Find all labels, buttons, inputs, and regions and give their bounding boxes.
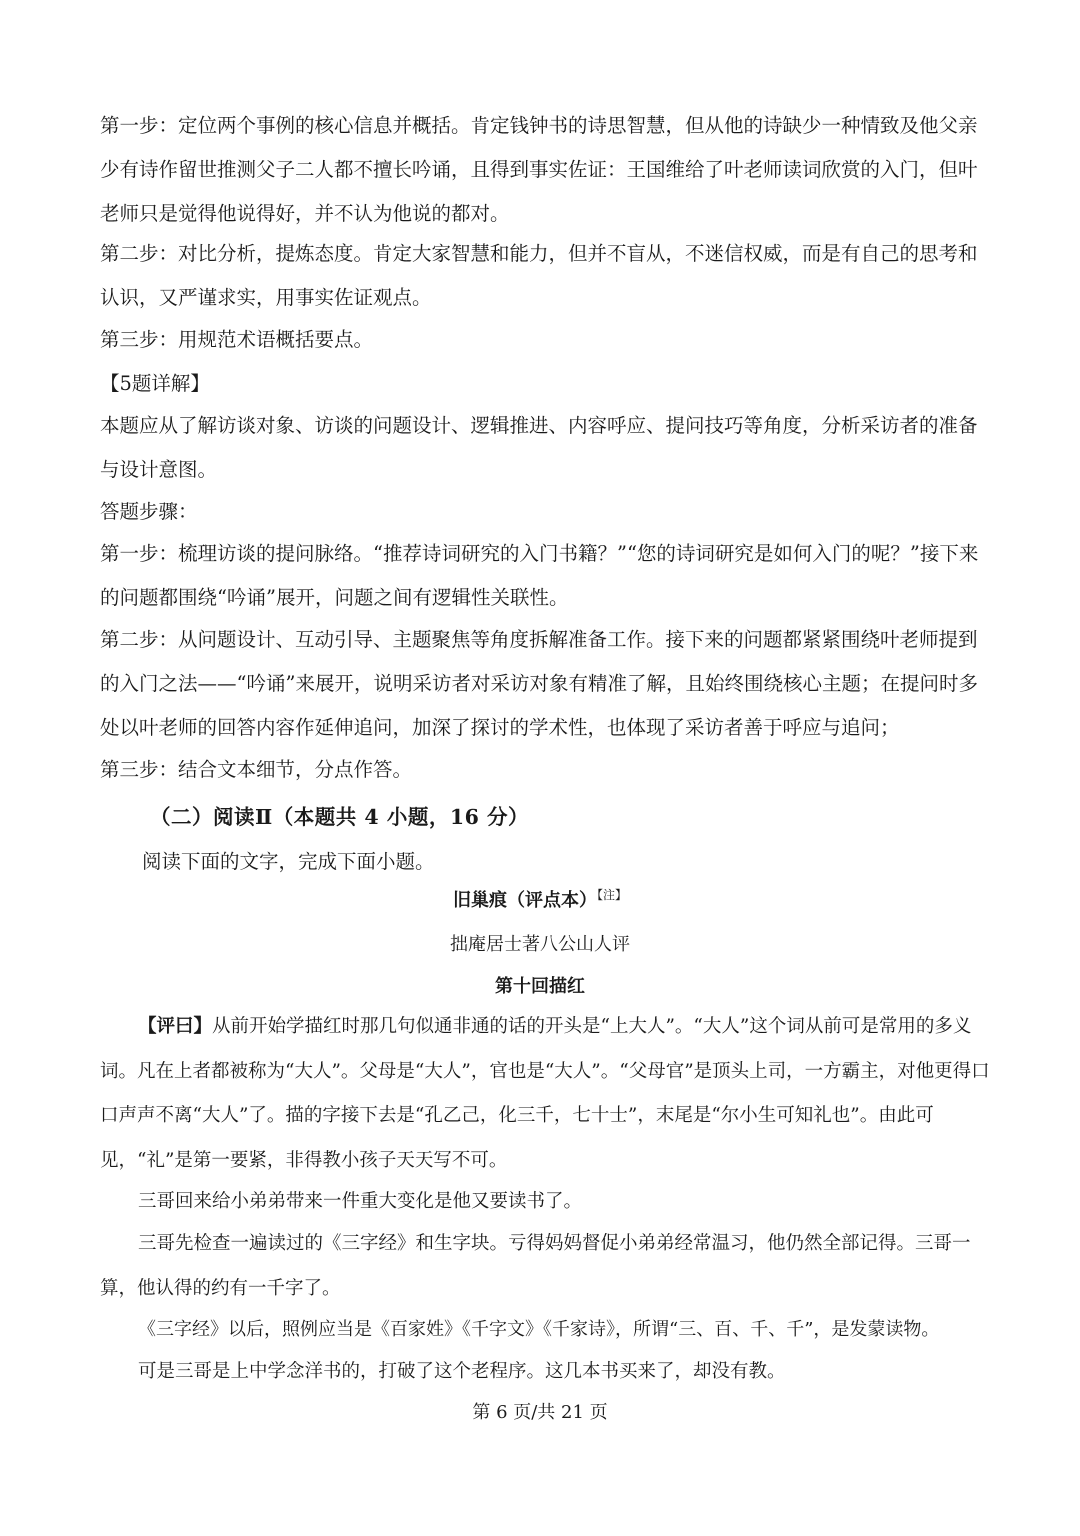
story-title-note: 【注】 [596,888,627,902]
q4-step3-paragraph: 第三步：用规范术语概括要点。 [100,328,374,351]
q5-step3-paragraph: 第三步：结合文本细节，分点作答。 [100,758,413,781]
comment-paragraph [100,1005,990,1183]
comment-text: 从前开始学描红时那几句似通非通的话的开头是“上大人”。“大人”这个词从前可是常用的多义词。凡在上者都被称为“大人”。父母是“大人”，官也是“大人”。“父母官”是顶头上司，一方霸主，对他更得口口声声不离“大人”了。描的字接下去是“孔乙己，化三千，七十士”，末尾是“尔小生可知礼也”。由此可见，“礼”是第一要紧，非得教小孩子天天写不可。 [100,1016,990,1171]
story-title [0,886,1080,912]
q4-step2-paragraph: 第二步：对比分析，提炼态度。肯定大家智慧和能力，但并不盲从，不迷信权威，而是有自己的思考和认识，又严谨求实，用事实佐证观点。 [100,242,978,309]
q5-steps-label: 答题步骤： [100,500,198,523]
story-paragraph-4: 可是三哥是上中学念洋书的，打破了这个老程序。这几本书买来了，却没有教。 [138,1361,786,1382]
story-title-text: 旧巢痕（评点本） [452,890,597,911]
section-title: （二）阅读Ⅱ（本题共 4 小题，16 分） [150,805,529,829]
q5-intro-paragraph: 本题应从了解访谈对象、访谈的问题设计、逻辑推进、内容呼应、提问技巧等角度，分析采访者的准备与设计意图。 [100,414,978,481]
story-paragraph-1: 三哥回来给小弟弟带来一件重大变化是他又要读书了。 [138,1191,583,1212]
comment-label: 【评曰】 [138,1016,213,1037]
page-footer: 第 6 页/共 21 页 [472,1402,608,1423]
section-instruction: 阅读下面的文字，完成下面小题。 [142,850,435,873]
story-paragraph-3: 《三字经》以后，照例应当是《百家姓》《千字文》《千家诗》，所谓“三、百、千、千”，是发蒙读物。 [138,1319,940,1340]
q5-header: 【5题详解】 [100,372,210,395]
q5-step1-paragraph: 第一步：梳理访谈的提问脉络。“推荐诗词研究的入门书籍？”“您的诗词研究是如何入门的呢？”接下来的问题都围绕“吟诵”展开，问题之间有逻辑性关联性。 [100,542,979,609]
q5-step2-paragraph: 第二步：从问题设计、互动引导、主题聚焦等角度拆解准备工作。接下来的问题都紧紧围绕叶老师提到的入门之法——“吟诵”来展开，说明采访者对采访对象有精准了解，且始终围绕核心主题；在提问时多处以叶老师的回答内容作延伸追问，加深了探讨的学术性，也体现了采访者善于呼应与追问； [100,628,978,739]
story-paragraph-2: 三哥先检查一遍读过的《三字经》和生字块。亏得妈妈督促小弟弟经常温习，他仍然全部记得。三哥一算，他认得的约有一千字了。 [100,1233,971,1299]
story-byline: 拙庵居士著八公山人评 [450,934,630,955]
q4-step1-paragraph: 第一步：定位两个事例的核心信息并概括。肯定钱钟书的诗思智慧，但从他的诗缺少一种情致及他父亲少有诗作留世推测父子二人都不擅长吟诵，且得到事实佐证：王国维给了叶老师读词欣赏的入门，但叶老师只是觉得他说得好，并不认为他说的都对。 [100,114,978,225]
chapter-title: 第十回描红 [495,976,585,997]
